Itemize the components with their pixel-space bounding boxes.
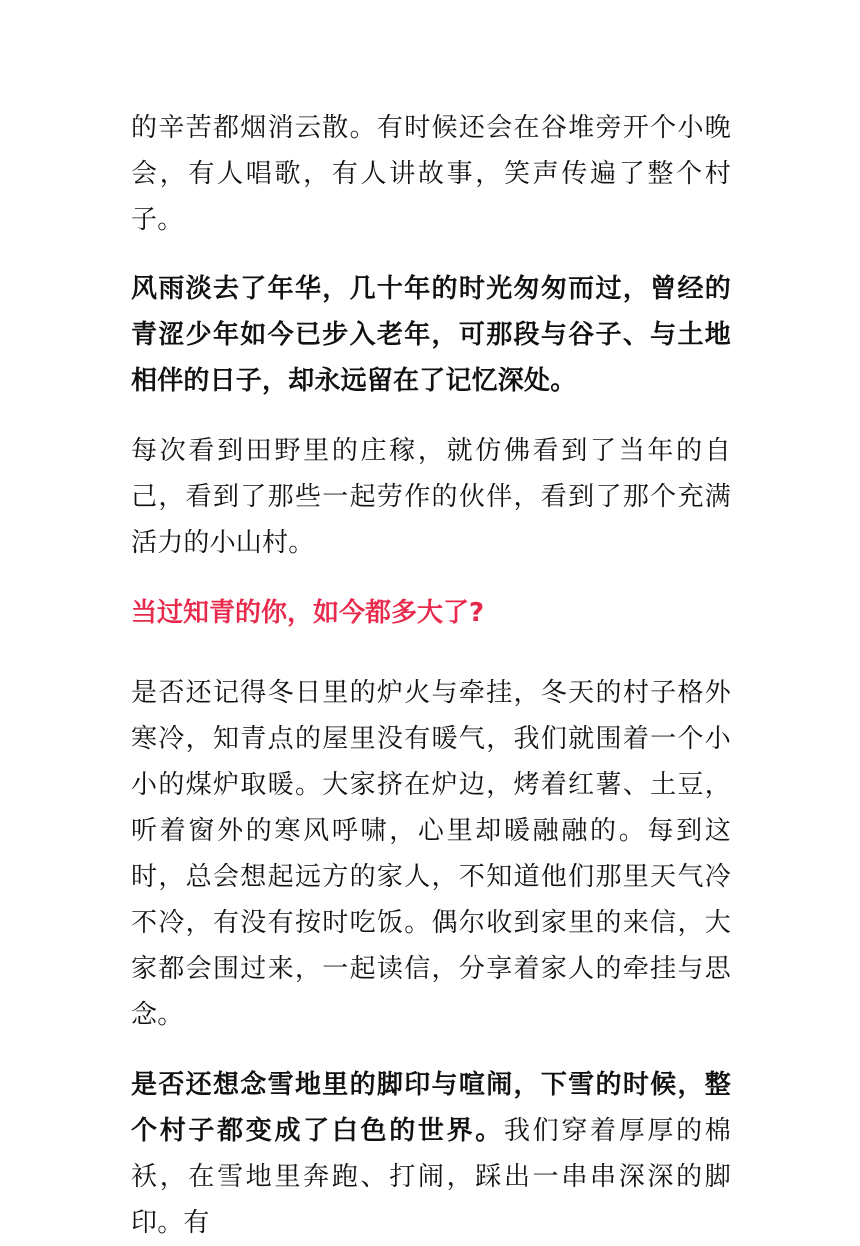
paragraph-snow-footprints [131, 1062, 731, 1246]
paragraph-seeing-fields: 每次看到田野里的庄稼，就仿佛看到了当年的自己，看到了那些一起劳作的伙伴，看到了那个充满活力的小山村。 [131, 436, 731, 558]
paragraph-years-passed: 风雨淡去了年华，几十年的时光匆匆而过，曾经的青涩少年如今已步入老年，可那段与谷子、与土地相伴的日子，却永远留在了记忆深处。 [131, 274, 731, 396]
paragraph-snow-lead-bold: 是否还想念雪地里的脚印与喧闹，下雪的时候，整个村子都变成了白色的世界。 [131, 1070, 731, 1146]
section-heading: 当过知青的你，如今都多大了? [131, 598, 485, 628]
paragraph-snow-rest: 我们穿着厚厚的棉袄，在雪地里奔跑、打闹，踩出一串串深深的脚印。有 [131, 1116, 731, 1238]
paragraph-winter-stove: 是否还记得冬日里的炉火与牵挂，冬天的村子格外寒冷，知青点的屋里没有暖气，我们就围着一个小小的煤炉取暖。大家挤在炉边，烤着红薯、土豆，听着窗外的寒风呼啸，心里却暖融融的。每到这时，总会想起远方的家人，不知道他们那里天气冷不冷，有没有按时吃饭。偶尔收到家里的来信，大家都会围过来，一起读信，分享着家人的牵挂与思念。 [131, 678, 731, 1030]
paragraph-harvest-evening: 的辛苦都烟消云散。有时候还会在谷堆旁开个小晚会，有人唱歌，有人讲故事，笑声传遍了整个村子。 [131, 113, 731, 235]
article-body [131, 105, 731, 1246]
